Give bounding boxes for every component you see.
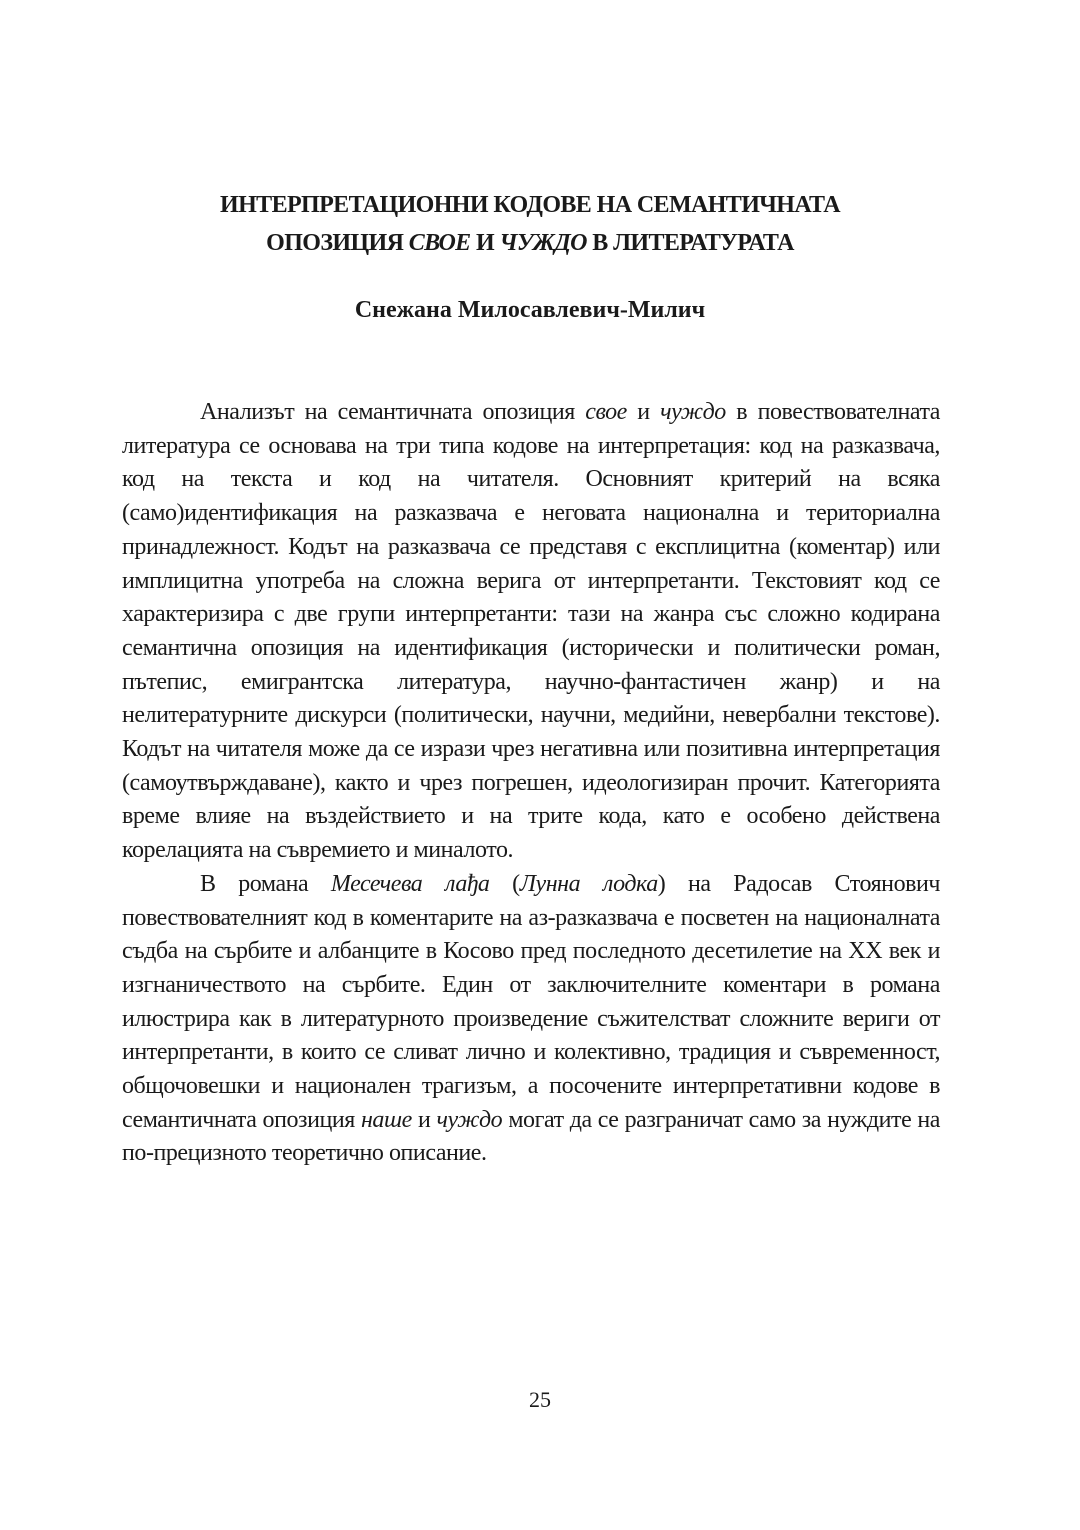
paragraph-2-italic-nashe: наше — [360, 1106, 412, 1133]
title-term-svoe: СВОЕ — [408, 230, 471, 256]
paragraph-2-text-d: и — [411, 1106, 437, 1133]
paragraph-2-text-e: могат да се разграничат само за нуждите на по-прецизното теоретично описание. — [122, 1106, 940, 1167]
paragraph-1-italic-svoe: свое — [585, 399, 627, 425]
paragraph-2-text-a: В романа — [200, 870, 331, 897]
paragraph-1-text-a: Анализът на семантичната опозиция — [200, 399, 586, 425]
paragraph-1 — [122, 396, 940, 868]
paragraph-2-italic-chuzhdo: чуждо — [436, 1106, 503, 1133]
abstract-body — [122, 396, 940, 1171]
title-line-2-suffix: В ЛИТЕРАТУРАТА — [586, 230, 794, 256]
page-number: 25 — [529, 1387, 551, 1412]
title-term-chuzhdo: ЧУЖДО — [499, 230, 587, 256]
paragraph-2-text-b: ( — [489, 870, 520, 897]
title-line-2-and: И — [470, 230, 500, 256]
title-line-1: ИНТЕРПРЕТАЦИОННИ КОДОВЕ НА СЕМАНТИЧНАТА — [220, 192, 840, 218]
paragraph-1-text-b: и — [626, 399, 661, 425]
paragraph-2-italic-translation: Лунна лодка — [519, 870, 658, 897]
paragraph-1-text-c: в повествователната литература се основава на три типа кодове на интерпретация: код на разказвача, код на текста и код на читателя. Основният критерий на всяка (само)идентификация на разказвача е неговата национална и териториална принадлежност. Кодът на разказвача се представя с експлицитна (коментар) или имплицитна употреба на сложна верига от интерпретанти. Текстовият код се характеризира с две групи интерпретанти: тази на жанра със сложно кодирана семантична опозиция на идентификация (исторически и политически роман, пътепис, емигрантска литература, научно-фантастичен жанр) и на нелитературните дискурси (политически, научни, медийни, невербални текстове). Кодът на читателя може да се изрази чрез негативна или позитивна интерпретация (самоутвърждаване), както и чрез погрешен, идеологизиран прочит. Категорията време влияе на въздействието и на трите кода, като е особено действена корелацията на съвремието и миналото. — [122, 399, 940, 864]
paragraph-2-italic-novel-title: Месечева лађа — [330, 870, 490, 897]
paragraph-1-italic-chuzhdo: чуждо — [660, 399, 726, 425]
paragraph-2 — [122, 868, 940, 1171]
title-line-2 — [266, 230, 794, 256]
author-name: Снежана Милосавлевич-Милич — [354, 297, 706, 323]
paragraph-2-text-c: ) на Радосав Стоянович повествователният код в коментарите на аз-разказвача е посветен на националната съдба на сърбите и албанците в Косово пред последното десетилетие на XX век и изгнаничеството на сърбите. Един от заключителните коментари в романа илюстрира как в литературното произведение съжителстват сложните вериги от интерпретанти, в които се сливат лично и колективно, традиция и съвременност, общочовешки и национален трагизъм, а посочените интерпретативни кодове в семантичната опозиция — [122, 870, 941, 1133]
article-title — [120, 186, 940, 262]
title-line-2-prefix: ОПОЗИЦИЯ — [266, 230, 409, 256]
